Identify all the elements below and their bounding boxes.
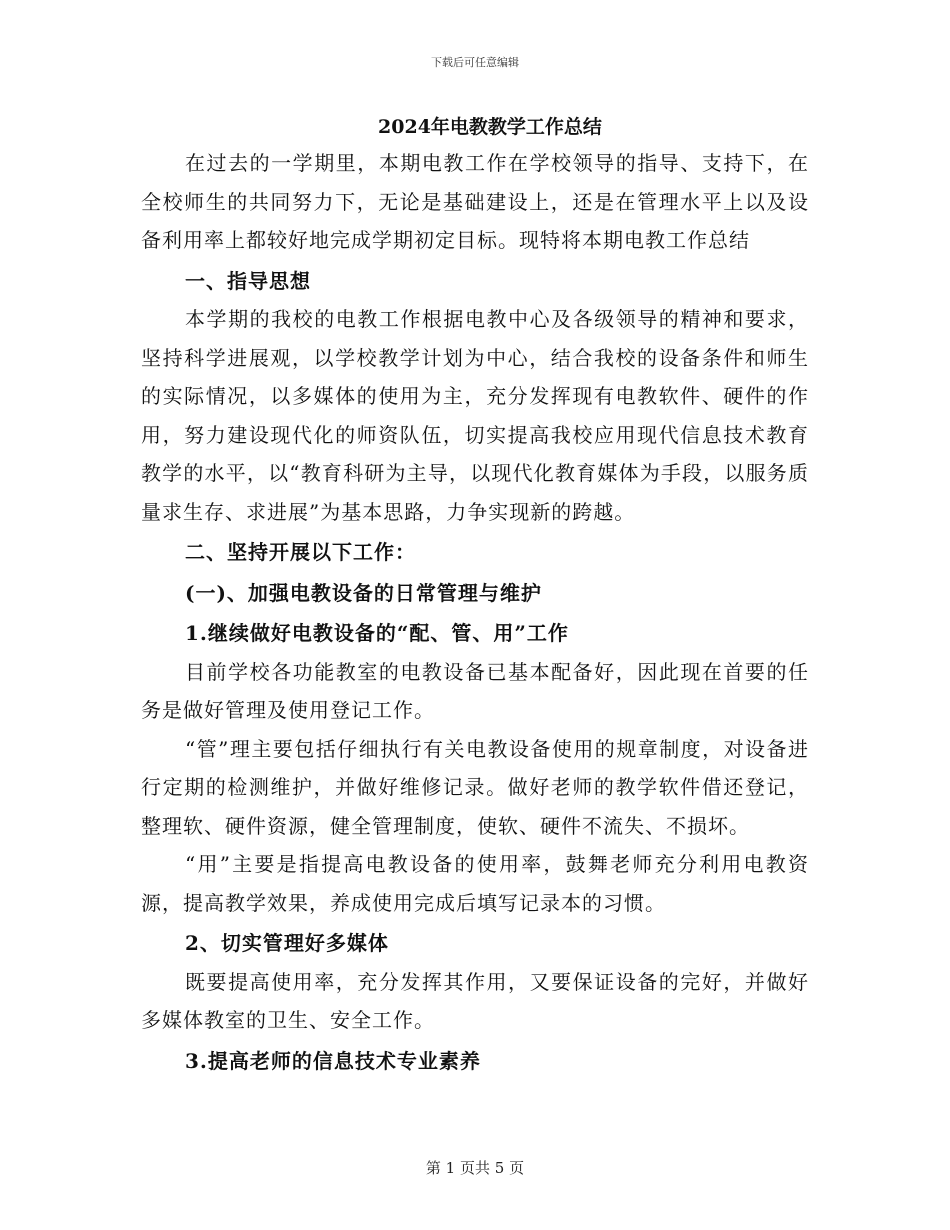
paragraph: 本学期的我校的电教工作根据电教中心及各级领导的精神和要求，坚持科学进展观，以学校教学计划为中心，结合我校的设备条件和师生的实际情况，以多媒体的使用为主，充分发挥现有电教软件、硬件的作用，努力建设现代化的师资队伍，切实提高我校应用现代信息技术教育教学的水平，以“教育科研为主导，以现代化教育媒体为手段，以服务质量求生存、求进展”为基本思路，力争实现新的跨越。 <box>141 307 809 524</box>
section-heading: (一)、加强电教设备的日常管理与维护 <box>185 580 542 605</box>
section-heading: 1.继续做好电教设备的“配、管、用”工作 <box>185 621 569 645</box>
paragraph: 既要提高使用率，充分发挥其作用，又要保证设备的完好，并做好多媒体教室的卫生、安全工作。 <box>141 969 809 1032</box>
section-heading: 二、坚持开展以下工作： <box>185 540 416 564</box>
paragraph: “管”理主要包括仔细执行有关电教设备使用的规章制度，对设备进行定期的检测维护，并做好维修记录。做好老师的教学软件借还登记，整理软、硬件资源，健全管理制度，使软、硬件不流失、不损坏。 <box>141 736 809 838</box>
section-heading: 2、切实管理好多媒体 <box>185 931 389 955</box>
paragraph: 目前学校各功能教室的电教设备已基本配备好，因此现在首要的任务是做好管理及使用登记工作。 <box>141 659 809 722</box>
document-title: 2024年电教教学工作总结 <box>378 116 602 138</box>
paragraph: 在过去的一学期里，本期电教工作在学校领导的指导、支持下，在全校师生的共同努力下，无论是基础建设上，还是在管理水平上以及设备利用率上都较好地完成学期初定目标。现特将本期电教工作总结 <box>141 151 809 252</box>
page-footer: 第 1 页共 5 页 <box>425 1159 525 1177</box>
document-body <box>141 110 809 1080</box>
paragraph: “用”主要是指提高电教设备的使用率，鼓舞老师充分利用电教资源，提高教学效果，养成使用完成后填写记录本的习惯。 <box>141 852 809 915</box>
section-heading: 一、指导思想 <box>185 268 311 293</box>
page-header: 下载后可任意编辑 <box>431 56 519 69</box>
section-heading: 3.提高老师的信息技术专业素养 <box>185 1048 481 1073</box>
